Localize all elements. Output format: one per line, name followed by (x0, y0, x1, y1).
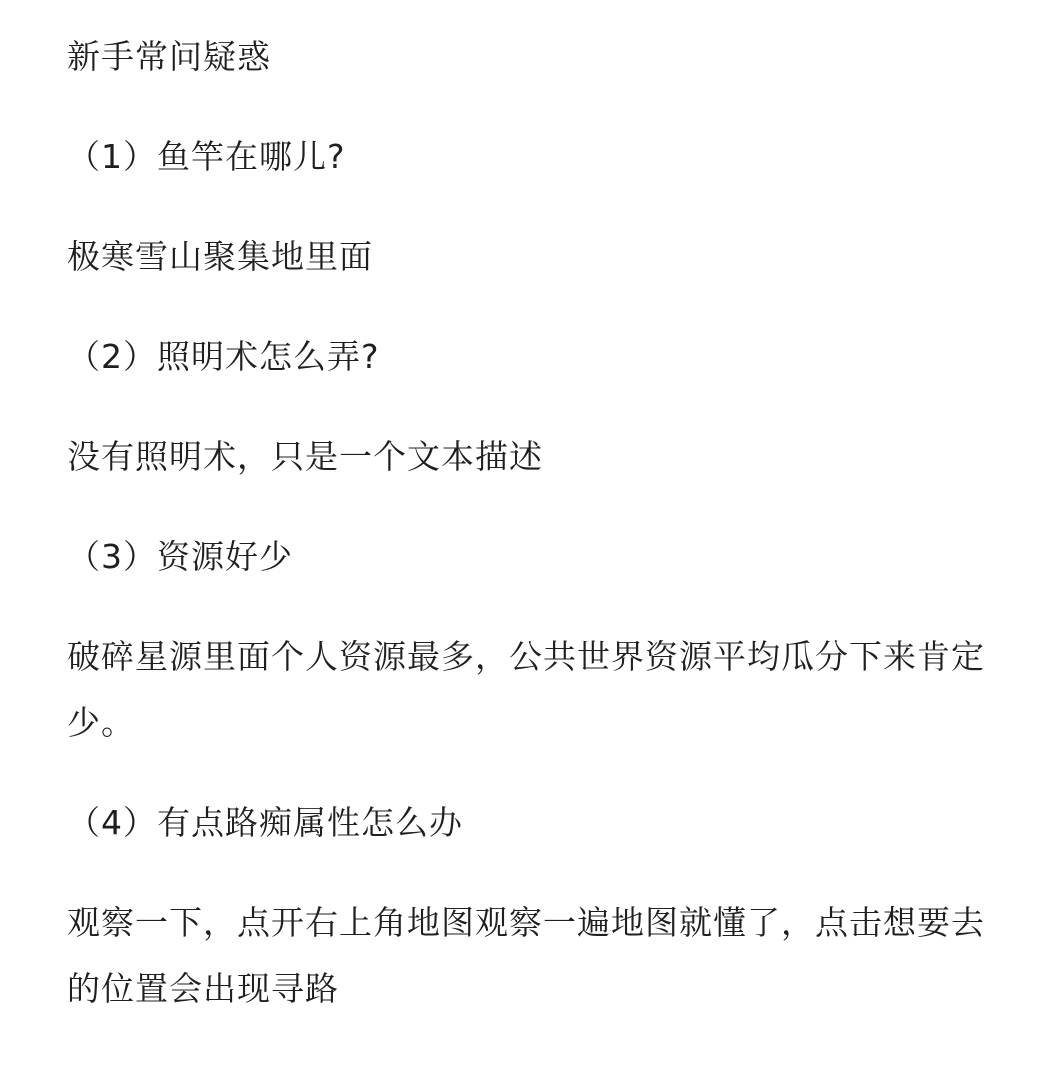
question-1: （1）鱼竿在哪儿? (67, 137, 346, 176)
question-3: （3）资源好少 (67, 537, 293, 576)
answer-4: 观察一下，点开右上角地图观察一遍地图就懂了，点击想要去的位置会出现寻路 (67, 903, 985, 1008)
answer-1: 极寒雪山聚集地里面 (67, 237, 373, 276)
article-title: 新手常问疑惑 (67, 37, 271, 76)
answer-3: 破碎星源里面个人资源最多，公共世界资源平均瓜分下来肯定少。 (67, 637, 985, 742)
question-2: （2）照明术怎么弄? (67, 337, 380, 376)
answer-2: 没有照明术，只是一个文本描述 (67, 437, 543, 476)
question-4: （4）有点路痴属性怎么办 (67, 803, 463, 842)
